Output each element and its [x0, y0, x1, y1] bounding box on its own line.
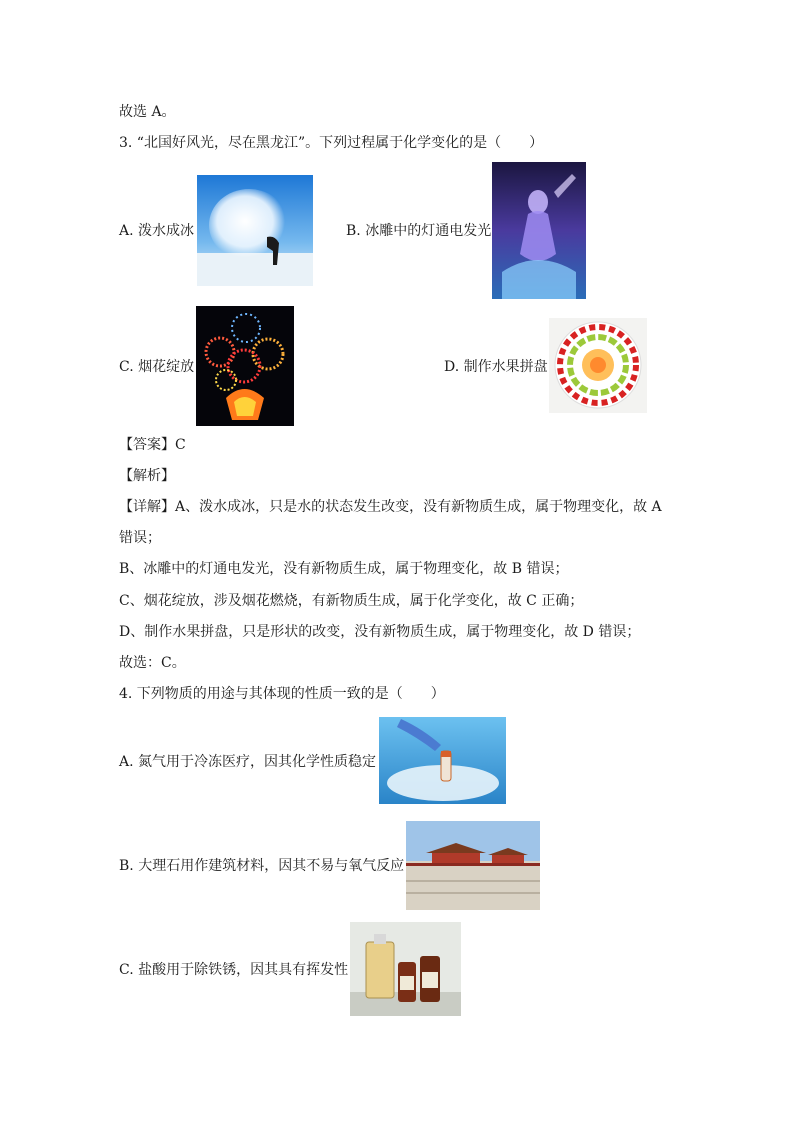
- water-splash-ice-image: [197, 175, 313, 286]
- q4-option-a-label: A. 氮气用于冷冻医疗，因其化学性质稳定: [119, 754, 377, 770]
- q3-answer: 【答案】C: [119, 437, 186, 453]
- q4-option-b-label: B. 大理石用作建筑材料，因其不易与氧气反应: [119, 858, 405, 874]
- q3-detail-d: D、制作水果拼盘，只是形状的改变，没有新物质生成，属于物理变化，故 D 错误；: [119, 624, 641, 640]
- q4-option-c-label: C. 盐酸用于除铁锈，因其具有挥发性: [119, 962, 349, 978]
- q3-detail-a-line1: 【详解】A、泼水成冰，只是水的状态发生改变，没有新物质生成，属于物理变化，故 A: [119, 499, 662, 515]
- q3-option-a-label: A. 泼水成冰: [119, 223, 195, 239]
- question-4-stem: 4. 下列物质的用途与其体现的性质一致的是（ ）: [119, 686, 445, 702]
- q3-detail-b: B、冰雕中的灯通电发光，没有新物质生成，属于物理变化，故 B 错误；: [119, 561, 569, 577]
- q3-option-b-label: B. 冰雕中的灯通电发光: [346, 223, 492, 239]
- liquid-nitrogen-image: [379, 717, 506, 804]
- q3-option-d-label: D. 制作水果拼盘: [444, 359, 548, 375]
- question-3-stem: 3. “北国好风光，尽在黑龙江”。下列过程属于化学变化的是（ ）: [119, 135, 544, 151]
- fireworks-image: [196, 306, 294, 426]
- fruit-platter-image: [549, 318, 647, 413]
- q3-analysis-heading: 【解析】: [119, 468, 175, 484]
- q3-conclusion: 故选：C。: [119, 655, 186, 671]
- previous-answer-conclusion: 故选 A。: [119, 104, 176, 120]
- marble-architecture-image: [406, 821, 540, 910]
- q3-option-c-label: C. 烟花绽放: [119, 359, 195, 375]
- ice-sculpture-image: [492, 162, 586, 299]
- q3-detail-c: C、烟花绽放，涉及烟花燃烧，有新物质生成，属于化学变化，故 C 正确；: [119, 593, 584, 609]
- q3-detail-a-line2: 错误；: [119, 530, 161, 546]
- hydrochloric-acid-bottles-image: [350, 922, 461, 1016]
